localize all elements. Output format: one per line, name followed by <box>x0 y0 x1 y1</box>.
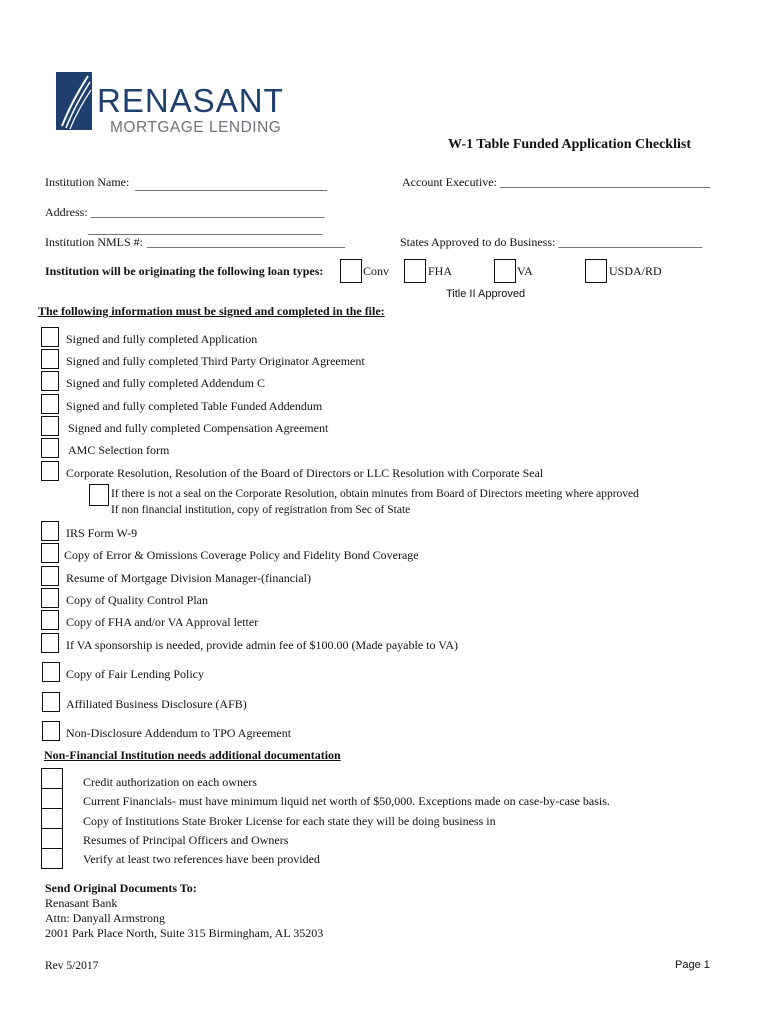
logo-subtitle: MORTGAGE LENDING <box>110 119 282 136</box>
checklist-item: Copy of FHA and/or VA Approval letter <box>66 615 259 629</box>
subitem-line1: If there is not a seal on the Corporate Resolution, obtain minutes from Board of Directors meeting where approved <box>111 488 639 500</box>
checkbox-item[interactable] <box>41 566 59 586</box>
checklist-item: Resume of Mortgage Division Manager-(financial) <box>66 571 312 585</box>
account-executive-field[interactable]: Account Executive: ___________________________________ <box>402 175 710 189</box>
checklist-item: Affiliated Business Disclosure (AFB) <box>66 697 247 711</box>
loan-type-fha-label: FHA <box>428 264 453 278</box>
checkbox-nonfinancial[interactable] <box>41 828 63 849</box>
checkbox-item[interactable] <box>41 416 59 436</box>
loan-type-va-label: VA <box>517 264 533 278</box>
checkbox-item[interactable] <box>41 543 59 563</box>
checkbox-fha[interactable] <box>404 259 426 283</box>
checkbox-usda[interactable] <box>585 259 607 283</box>
checkbox-item[interactable] <box>41 610 59 630</box>
checklist-item: AMC Selection form <box>68 443 170 457</box>
loan-types-label: Institution will be originating the following loan types: <box>45 264 324 278</box>
nonfinancial-item: Credit authorization on each owners <box>83 775 257 789</box>
revision-label: Rev 5/2017 <box>45 960 99 972</box>
checkbox-nonfinancial[interactable] <box>41 788 63 809</box>
checklist-item: Signed and fully completed Third Party Originator Agreement <box>66 354 365 368</box>
checkbox-conv[interactable] <box>340 259 362 283</box>
institution-nmls-label: Institution NMLS #: <box>45 235 144 249</box>
send-line-address: 2001 Park Place North, Suite 315 Birmingham, AL 35203 <box>45 926 324 940</box>
checkbox-item[interactable] <box>41 633 59 653</box>
send-heading: Send Original Documents To: <box>45 881 197 895</box>
checklist-item: Signed and fully completed Table Funded Addendum <box>66 399 323 413</box>
nonfinancial-item: Copy of Institutions State Broker License for each state they will be doing business in <box>83 814 496 828</box>
checkbox-nonfinancial[interactable] <box>41 848 63 869</box>
nonfinancial-item: Current Financials- must have minimum liquid net worth of $50,000. Exceptions made on case-by-case basis. <box>83 794 610 808</box>
send-line-bank: Renasant Bank <box>45 896 118 910</box>
renasant-logo-graphic <box>48 66 282 148</box>
checkbox-subitem[interactable] <box>89 484 109 506</box>
checkbox-item[interactable] <box>41 327 59 347</box>
loan-type-usda-label: USDA/RD <box>609 264 662 278</box>
section-required-heading: The following information must be signed and completed in the file: <box>38 304 385 318</box>
checkbox-item[interactable] <box>41 371 59 391</box>
institution-name-label: Institution Name: <box>45 175 130 189</box>
checkbox-nonfinancial[interactable] <box>41 808 63 829</box>
checklist-item: Copy of Quality Control Plan <box>66 593 208 607</box>
checkbox-item[interactable] <box>41 521 59 541</box>
checklist-item: Signed and fully completed Application <box>66 332 258 346</box>
checkbox-item[interactable] <box>41 588 59 608</box>
logo-wordmark: RENASANT <box>97 82 282 119</box>
loan-type-conv-label: Conv <box>363 264 390 278</box>
checkbox-nonfinancial[interactable] <box>41 768 63 789</box>
title-ii-note: Title II Approved <box>446 288 526 300</box>
states-approved-field[interactable]: States Approved to do Business: ________________________ <box>400 235 703 249</box>
renasant-logo <box>48 66 282 148</box>
institution-nmls-field[interactable]: _________________________________ <box>147 235 345 249</box>
page-number: Page 1 <box>675 959 710 971</box>
checklist-item: Corporate Resolution, Resolution of the Board of Directors or LLC Resolution with Corporate Seal <box>66 466 544 480</box>
checklist-item: Copy of Error & Omissions Coverage Policy and Fidelity Bond Coverage <box>64 548 419 562</box>
send-line-attn: Attn: Danyall Armstrong <box>45 911 165 925</box>
checkbox-item[interactable] <box>41 438 59 458</box>
address-field[interactable]: Address: _______________________________________ <box>45 205 325 219</box>
nonfinancial-item: Verify at least two references have been provided <box>83 852 320 866</box>
checklist-item: If VA sponsorship is needed, provide admin fee of $100.00 (Made payable to VA) <box>66 638 459 652</box>
checkbox-item[interactable] <box>42 692 60 712</box>
section-nonfinancial-heading: Non-Financial Institution needs additional documentation <box>44 748 341 762</box>
checkbox-item[interactable] <box>42 721 60 741</box>
page-title: W-1 Table Funded Application Checklist <box>448 137 691 152</box>
checklist-item: Non-Disclosure Addendum to TPO Agreement <box>66 726 292 740</box>
checklist-item: IRS Form W-9 <box>66 526 138 540</box>
checkbox-item[interactable] <box>41 461 59 481</box>
checkbox-item[interactable] <box>41 394 59 414</box>
checkbox-va[interactable] <box>494 259 516 283</box>
checklist-item: Signed and fully completed Compensation Agreement <box>68 421 329 435</box>
checkbox-item[interactable] <box>42 662 60 682</box>
institution-name-field[interactable]: ________________________________ <box>135 178 327 192</box>
subitem-line2: If non financial institution, copy of registration from Sec of State <box>111 504 411 516</box>
checklist-item: Copy of Fair Lending Policy <box>66 667 204 681</box>
checklist-item: Signed and fully completed Addendum C <box>66 376 265 390</box>
address-line2-field[interactable]: _______________________________________ <box>88 222 322 236</box>
nonfinancial-item: Resumes of Principal Officers and Owners <box>83 833 289 847</box>
checkbox-item[interactable] <box>41 349 59 369</box>
